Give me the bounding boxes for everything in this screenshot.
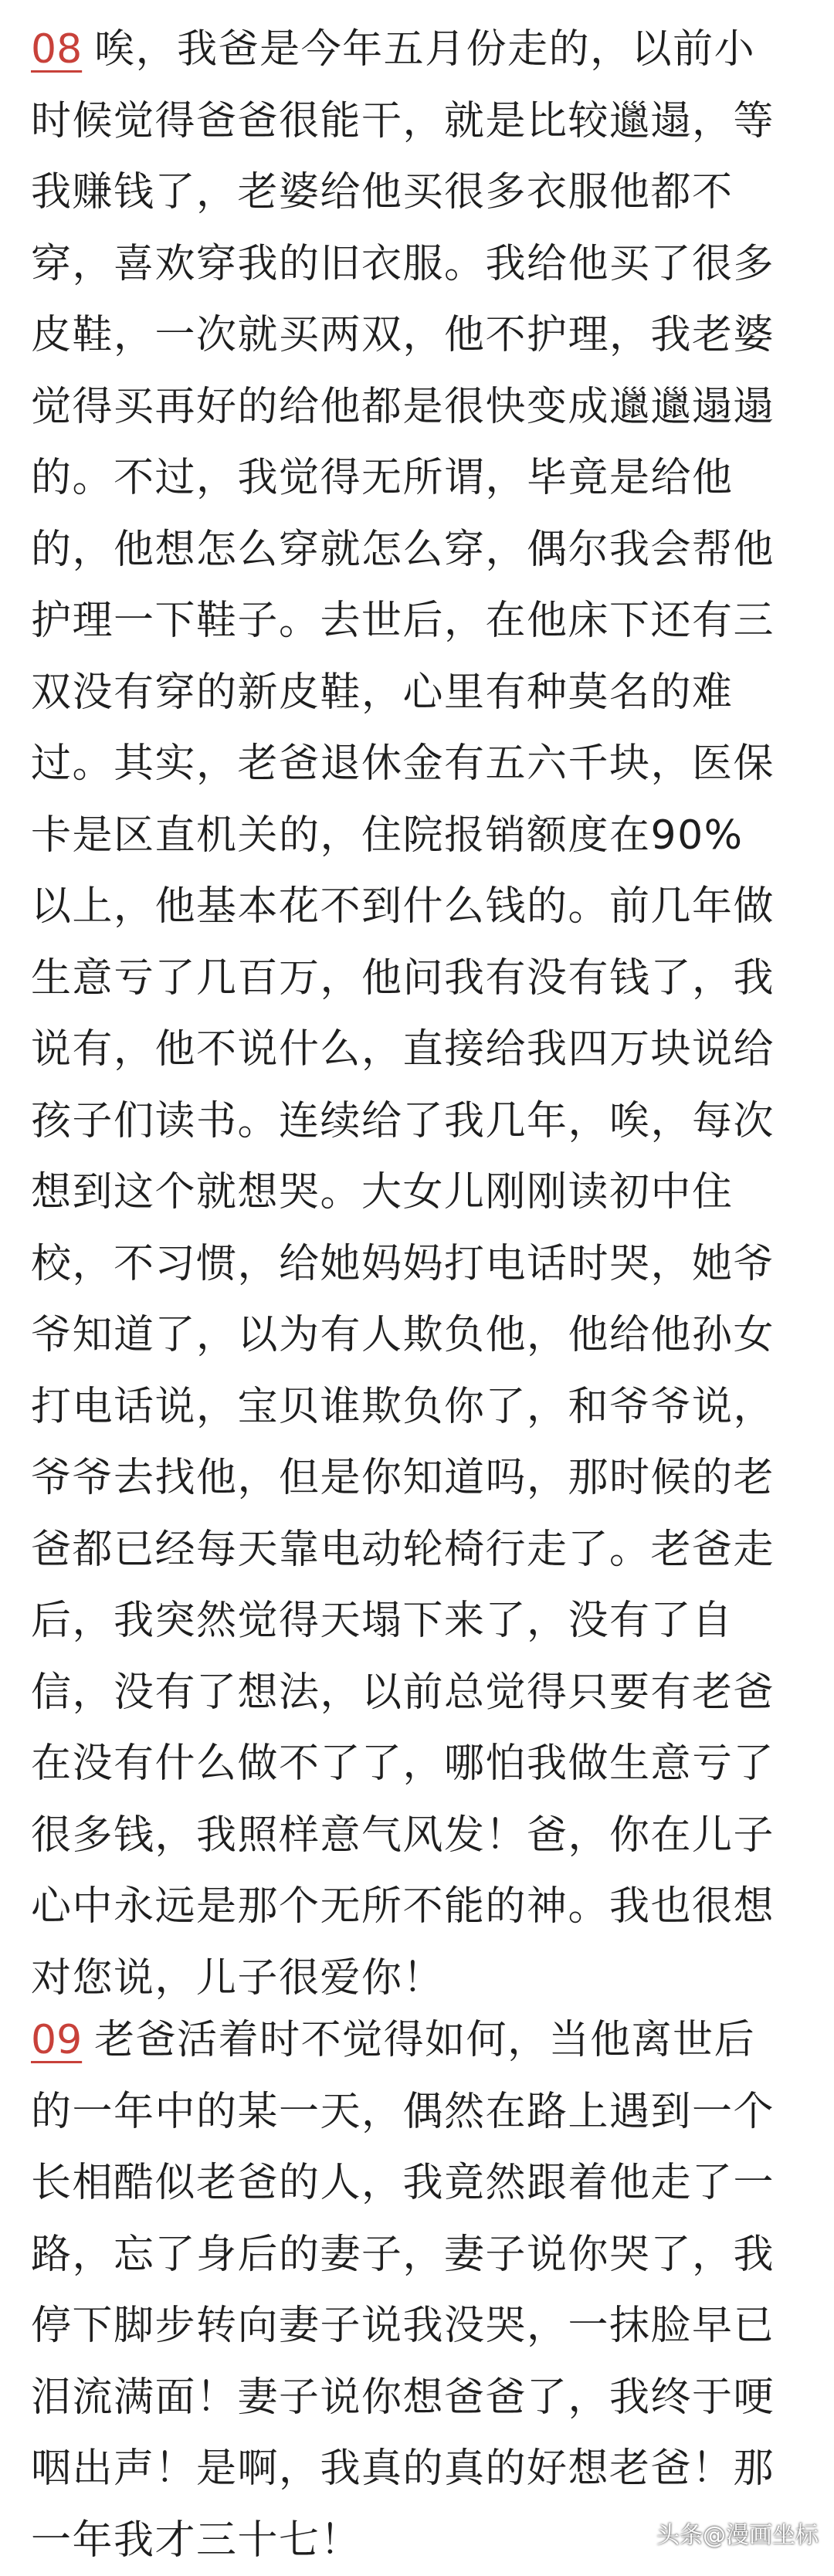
section-08-line-14: 生意亏了几百万，他问我有没有钱了，我 — [31, 943, 803, 1015]
section-08-line-3: 我赚钱了，老婆给他买很多衣服他都不 — [31, 157, 803, 229]
section-08-line-27: 心中永远是那个无所不能的神。我也很想 — [31, 1871, 803, 1943]
section-08-line-2: 时候觉得爸爸很能干，就是比较邋遢，等 — [31, 86, 803, 158]
section-08-line-13: 以上，他基本花不到什么钱的。前几年做 — [31, 871, 803, 943]
section-number-08: 08 — [31, 26, 82, 73]
section-08-line-4: 穿，喜欢穿我的旧衣服。我给他买了很多 — [31, 229, 803, 300]
section-09-line-5: 停下脚步转向妻子说我没哭，一抹脸早已 — [31, 2290, 803, 2362]
section-08-line-12: 卡是区直机关的，住院报销额度在90% — [31, 800, 803, 872]
section-08-line-21: 爷爷去找他，但是你知道吗，那时候的老 — [31, 1442, 803, 1514]
section-08-line-20: 打电话说，宝贝谁欺负你了，和爷爷说， — [31, 1371, 803, 1443]
line-text: 唉，我爸是今年五月份走的，以前小 — [94, 26, 755, 73]
section-number-09: 09 — [31, 2017, 82, 2063]
section-08-line-23: 后，我突然觉得天塌下来了，没有了自 — [31, 1585, 803, 1657]
section-08-line-17: 想到这个就想哭。大女儿刚刚读初中住 — [31, 1157, 803, 1229]
section-09-line-3: 长相酷似老爸的人，我竟然跟着他走了一 — [31, 2147, 803, 2219]
section-09-line-1 — [31, 2005, 803, 2076]
section-08-line-16: 孩子们读书。连续给了我几年，唉，每次 — [31, 1086, 803, 1158]
section-08-line-19: 爷知道了，以为有人欺负他，他给他孙女 — [31, 1300, 803, 1371]
section-08-line-8: 的，他想怎么穿就怎么穿，偶尔我会帮他 — [31, 514, 803, 586]
section-08-line-25: 在没有什么做不了了，哪怕我做生意亏了 — [31, 1728, 803, 1800]
section-09 — [31, 2005, 803, 2576]
section-09-line-4: 路，忘了身后的妻子，妻子说你哭了，我 — [31, 2219, 803, 2291]
section-08-line-7: 的。不过，我觉得无所谓，毕竟是给他 — [31, 442, 803, 514]
section-09-line-2: 的一年中的某一天，偶然在路上遇到一个 — [31, 2076, 803, 2148]
section-08-line-5: 皮鞋，一次就买两双，他不护理，我老婆 — [31, 300, 803, 371]
section-08-line-11: 过。其实，老爸退休金有五六千块，医保 — [31, 728, 803, 800]
line-text: 老爸活着时不觉得如何，当他离世后 — [94, 2017, 755, 2063]
section-08-line-28: 对您说，儿子很爱你！ — [31, 1943, 803, 2015]
section-08-line-9: 护理一下鞋子。去世后，在他床下还有三 — [31, 585, 803, 657]
section-09-line-6: 泪流满面！妻子说你想爸爸了，我终于哽 — [31, 2362, 803, 2434]
section-09-line-7: 咽出声！是啊，我真的真的好想老爸！那 — [31, 2433, 803, 2505]
section-08-line-22: 爸都已经每天靠电动轮椅行走了。老爸走 — [31, 1514, 803, 1586]
section-08-line-26: 很多钱，我照样意气风发！爸，你在儿子 — [31, 1800, 803, 1872]
section-08-line-18: 校，不习惯，给她妈妈打电话时哭，她爷 — [31, 1229, 803, 1300]
section-08-line-10: 双没有穿的新皮鞋，心里有种莫名的难 — [31, 657, 803, 729]
section-08-line-24: 信，没有了想法，以前总觉得只要有老爸 — [31, 1657, 803, 1729]
section-08 — [31, 14, 803, 2014]
section-08-line-1 — [31, 14, 803, 86]
watermark-text: 头条@漫画坐标 — [656, 2516, 819, 2550]
section-08-line-6: 觉得买再好的给他都是很快变成邋邋遢遢 — [31, 371, 803, 443]
section-09-line-8: 一年我才三十七！ — [31, 2505, 803, 2576]
section-08-line-15: 说有，他不说什么，直接给我四万块说给 — [31, 1014, 803, 1086]
